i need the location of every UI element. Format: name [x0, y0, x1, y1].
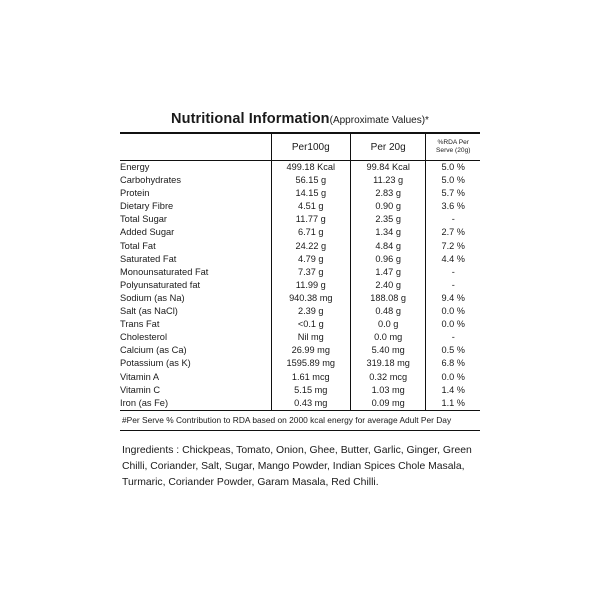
- row-rda: 1.4 %: [426, 384, 480, 397]
- row-label: Vitamin A: [120, 371, 160, 382]
- panel-title-subtitle: (Approximate Values)*: [329, 115, 429, 126]
- row-label: Salt (as NaCl): [120, 306, 178, 317]
- row-label: Carbohydrates: [120, 175, 181, 186]
- row-per-20g: 2.35 g: [350, 213, 426, 226]
- row-per-100g: 5.15 mg: [271, 384, 350, 397]
- row-per-100g: 940.38 mg: [271, 292, 350, 305]
- ingredients-text: Ingredients : Chickpeas, Tomato, Onion, Ghee, Butter, Garlic, Ginger, Green Chilli, Coriander, Salt, Sugar, Mango Powder, Indian Spices Chole Masala, Turmaric, Coriander Powder, Garam Masala, Red Chilli.: [122, 444, 472, 488]
- row-per-100g: 7.37 g: [271, 266, 350, 279]
- header-nutrient: [120, 134, 271, 160]
- row-rda: 9.4 %: [426, 292, 480, 305]
- row-per-20g: 99.84 Kcal: [350, 161, 426, 174]
- row-per-20g: 0.48 g: [350, 305, 426, 318]
- nutrition-table: [120, 134, 480, 160]
- row-per-20g: 1.47 g: [350, 266, 426, 279]
- row-per-20g: 188.08 g: [350, 292, 426, 305]
- row-rda: -: [426, 213, 480, 226]
- row-per-20g: 1.03 mg: [350, 384, 426, 397]
- table-row: [120, 266, 480, 279]
- row-rda: -: [426, 266, 480, 279]
- row-per-20g: 0.0 mg: [350, 331, 426, 344]
- table-row: [120, 292, 480, 305]
- row-per-100g: <0.1 g: [271, 318, 350, 331]
- row-rda: 7.2 %: [426, 240, 480, 253]
- table-row: [120, 213, 480, 226]
- table-row: [120, 371, 480, 384]
- row-per-20g: 319.18 mg: [350, 357, 426, 370]
- row-per-20g: 0.32 mcg: [350, 371, 426, 384]
- row-per-100g: 24.22 g: [271, 240, 350, 253]
- table-row: [120, 357, 480, 370]
- row-per-100g: 6.71 g: [271, 226, 350, 239]
- row-per-20g: 0.96 g: [350, 253, 426, 266]
- table-row: [120, 253, 480, 266]
- row-label: Energy: [120, 162, 150, 172]
- row-per-100g: 11.99 g: [271, 279, 350, 292]
- row-per-100g: 0.43 mg: [271, 397, 350, 410]
- row-per-20g: 2.40 g: [350, 279, 426, 292]
- table-row: [120, 161, 480, 174]
- nutrition-table-body: [120, 161, 480, 410]
- row-rda: 4.4 %: [426, 253, 480, 266]
- row-per-100g: 26.99 mg: [271, 344, 350, 357]
- row-label: Sodium (as Na): [120, 292, 185, 303]
- table-row: [120, 279, 480, 292]
- row-per-100g: 11.77 g: [271, 213, 350, 226]
- nutrition-panel: [120, 110, 480, 491]
- table-row: [120, 305, 480, 318]
- row-per-100g: 4.79 g: [271, 253, 350, 266]
- row-rda: 0.0 %: [426, 305, 480, 318]
- row-per-20g: 11.23 g: [350, 174, 426, 187]
- row-label: Potassium (as K): [120, 358, 191, 369]
- nutrition-table-header: [120, 134, 480, 160]
- footnote-divider: [120, 430, 480, 431]
- header-rda-line2: Serve (20g): [436, 147, 471, 154]
- row-rda: 2.7 %: [426, 226, 480, 239]
- row-per-100g: 1595.89 mg: [271, 357, 350, 370]
- row-per-20g: 1.34 g: [350, 226, 426, 239]
- header-rda-line1: %RDA Per: [437, 138, 469, 146]
- row-label: Iron (as Fe): [120, 397, 169, 408]
- row-label: Calcium (as Ca): [120, 345, 187, 356]
- row-label: Added Sugar: [120, 227, 175, 238]
- row-rda: 6.8 %: [426, 357, 480, 370]
- row-per-20g: 0.0 g: [350, 318, 426, 331]
- table-row: [120, 240, 480, 253]
- row-per-100g: 56.15 g: [271, 174, 350, 187]
- table-row: [120, 331, 480, 344]
- row-label: Vitamin C: [120, 384, 161, 395]
- header-per-100g: Per100g: [271, 134, 350, 160]
- row-rda: -: [426, 331, 480, 344]
- row-label: Total Fat: [120, 240, 156, 251]
- row-per-20g: 0.09 mg: [350, 397, 426, 410]
- row-label: Polyunsaturated fat: [120, 279, 201, 290]
- row-per-100g: 4.51 g: [271, 200, 350, 213]
- row-rda: 0.5 %: [426, 344, 480, 357]
- row-label: Dietary Fibre: [120, 201, 174, 212]
- rda-footnote: #Per Serve % Contribution to RDA based on 2000 kcal energy for average Adult Per Day: [122, 414, 452, 425]
- row-rda: 0.0 %: [426, 318, 480, 331]
- row-per-100g: 2.39 g: [271, 305, 350, 318]
- row-rda: -: [426, 279, 480, 292]
- table-header-row: [120, 134, 480, 160]
- row-per-20g: 2.83 g: [350, 187, 426, 200]
- row-label: Protein: [120, 188, 150, 199]
- header-per-20g: Per 20g: [350, 134, 426, 160]
- row-per-20g: 5.40 mg: [350, 344, 426, 357]
- table-row: [120, 397, 480, 410]
- row-rda: 5.7 %: [426, 187, 480, 200]
- table-row: [120, 226, 480, 239]
- row-per-20g: 0.90 g: [350, 200, 426, 213]
- row-per-100g: 499.18 Kcal: [271, 161, 350, 174]
- table-row: [120, 344, 480, 357]
- row-rda: 5.0 %: [426, 161, 480, 174]
- row-rda: 5.0 %: [426, 174, 480, 187]
- row-rda: 1.1 %: [426, 397, 480, 410]
- row-label: Total Sugar: [120, 214, 168, 225]
- row-per-100g: 1.61 mcg: [271, 371, 350, 384]
- table-row: [120, 200, 480, 213]
- row-rda: 3.6 %: [426, 200, 480, 213]
- row-per-100g: 14.15 g: [271, 187, 350, 200]
- row-label: Monounsaturated Fat: [120, 266, 209, 277]
- header-rda-per-serve: [426, 134, 480, 160]
- row-label: Saturated Fat: [120, 253, 177, 264]
- table-row: [120, 174, 480, 187]
- nutrition-table-body-wrap: [120, 161, 480, 410]
- row-per-100g: Nil mg: [271, 331, 350, 344]
- table-row: [120, 187, 480, 200]
- row-label: Cholesterol: [120, 332, 168, 343]
- row-label: Trans Fat: [120, 319, 160, 330]
- row-per-20g: 4.84 g: [350, 240, 426, 253]
- table-row: [120, 318, 480, 331]
- panel-title: [120, 110, 480, 132]
- table-row: [120, 384, 480, 397]
- panel-title-main: Nutritional Information: [171, 111, 330, 127]
- row-rda: 0.0 %: [426, 371, 480, 384]
